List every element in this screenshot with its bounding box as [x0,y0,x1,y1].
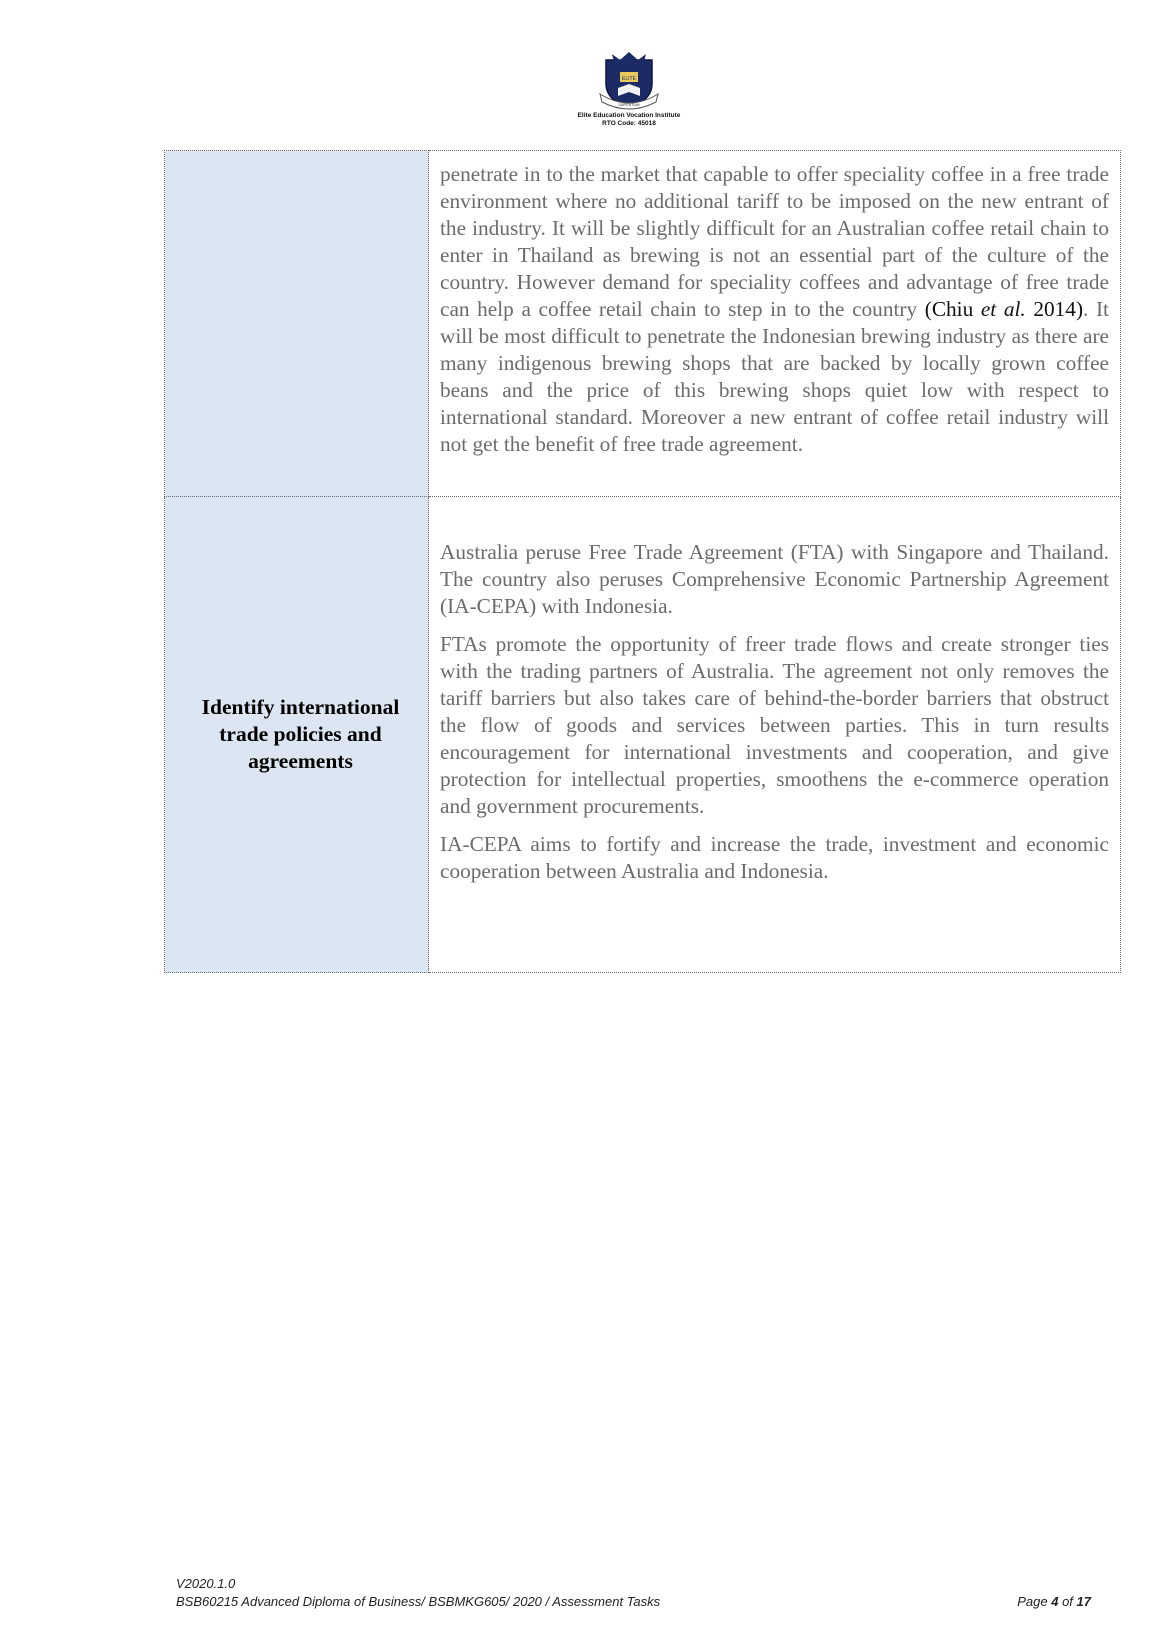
page-of: of [1058,1594,1077,1609]
table-row [165,497,1121,973]
citation-etal: et al. [980,297,1026,321]
paragraph-text-after-citation: . It will be most difficult to penetrate the Indonesian brewing industry as there are many indigenous brewing shops that are backed by locally grown coffee beans and the price of this brewing shops quiet low with respect to international standard. Moreover a new entrant of coffee retail industry will not get the benefit of free trade agreement. [440,297,1109,456]
crest-icon [598,50,660,112]
institute-logo [569,50,689,140]
page-prefix: Page [1017,1594,1052,1609]
page-current: 4 [1051,1594,1059,1609]
answer-paragraph: IA-CEPA aims to fortify and increase the trade, investment and economic cooperation between Australia and Indonesia. [440,832,1109,883]
page-total: 17 [1076,1594,1091,1609]
logo-banner-text: ELITE [622,76,636,82]
citation-year: 2014) [1025,297,1084,321]
answer-paragraph [440,161,1109,458]
footer-version: V2020.1.0 [176,1576,236,1591]
assessment-table [164,150,1121,973]
row-label: Identify international trade policies and agreements [201,695,400,773]
logo-caption-rto: RTO Code: 45018 [602,120,656,127]
logo-motto-text: SAPIENTIAM [618,103,640,107]
page-number [1017,1593,1091,1611]
row-answer-cell [429,151,1121,497]
answer-paragraph: Australia peruse Free Trade Agreement (FTA) with Singapore and Thailand. The country also peruses Comprehensive Economic Partnership Agreement (IA-CEPA) with Indonesia. [440,540,1109,618]
row-answer-cell [429,497,1121,973]
citation-author: (Chiu [924,297,981,321]
row-label-cell [165,151,429,497]
page-footer [176,1575,1091,1611]
logo-caption-name: Elite Education Vocation Institute [577,112,681,119]
answer-paragraph: FTAs promote the opportunity of freer trade flows and create stronger ties with the trading partners of Australia. The agreement not only removes the tariff barriers but also takes care of behind-the-border barriers that obstruct the flow of goods and services between parties. This in turn results encouragement for international investments and cooperation, and give protection for intellectual properties, smoothens the e-commerce operation and government procurements. [440,632,1109,818]
citation [925,297,1083,321]
footer-course: BSB60215 Advanced Diploma of Business/ BSBMKG605/ 2020 / Assessment Tasks [176,1594,661,1609]
paragraph-text-before-citation: penetrate in to the market that capable to offer speciality coffee in a free trade environment where no additional tariff to be imposed on the new entrant of the industry. It will be slightly difficult for an Australian coffee retail chain to enter in Thailand as brewing is not an essential part of the culture of the country. However demand for speciality coffees and advantage of free trade can help a coffee retail chain to step in to the country [440,162,1109,321]
table-row [165,151,1121,497]
row-label-cell [165,497,429,973]
